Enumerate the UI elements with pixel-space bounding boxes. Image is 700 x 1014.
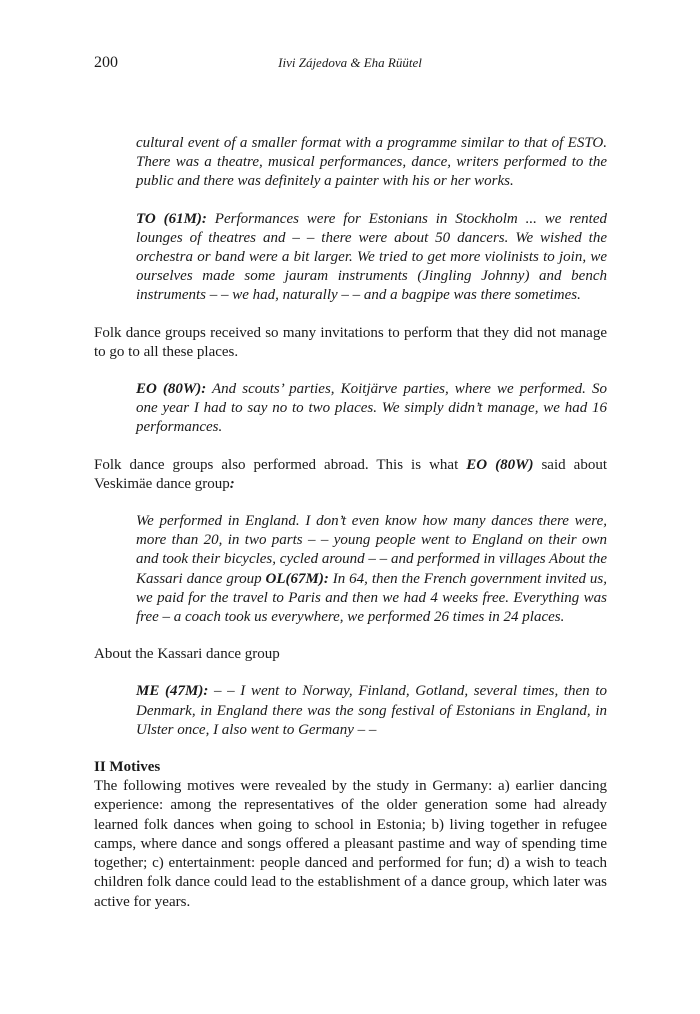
quote-esto xyxy=(136,134,607,192)
quote-me xyxy=(136,682,607,740)
section-heading: II Motives xyxy=(94,759,161,776)
colon: : xyxy=(229,475,235,492)
quote-text: cultural event of a smaller format with a programme similar to that of ESTO. There was a theatre, musical performances, dance, writers performed to the public and there was definitely a painter with his or her works. xyxy=(136,135,607,190)
speaker-label: EO (80W) xyxy=(466,456,534,473)
paragraph-text: Folk dance groups also performed abroad. This is what xyxy=(94,456,467,473)
quote-england xyxy=(136,512,607,627)
page-number: 200 xyxy=(94,54,118,71)
quote-text: We performed in England. I don’t even know how many dances there were, more than 20, in two parts – – young people went to England on their own and took their bicycles, cycled around – – and performed in villages About the Kassari dance group xyxy=(136,513,607,587)
speaker-label: ME (47M): xyxy=(136,683,209,700)
quote-eo xyxy=(136,380,607,438)
speaker-label: EO (80W): xyxy=(136,381,207,398)
speaker-label: OL(67M): xyxy=(265,570,329,587)
paragraph-motives: The following motives were revealed by the study in Germany: a) earlier dancing experience: among the representatives of the older generation some had already learned folk dances when going to school in Estonia; b) living together in refugee camps, where dance and songs offered a pleasant pastime and way of spending time together; c) entertainment: people danced and performed for fun; d) a wish to teach children folk dance could lead to the establishment of a dance group, which later was active for years. xyxy=(94,778,607,910)
paragraph-abroad xyxy=(94,456,607,494)
paragraph-invitations: Folk dance groups received so many invitations to perform that they did not manage to go to all these places. xyxy=(94,324,607,360)
paragraph-kassari: About the Kassari dance group xyxy=(94,646,280,663)
quote-to xyxy=(136,210,607,306)
running-head: Iivi Zájedova & Eha Rüütel xyxy=(278,55,422,70)
speaker-label: TO (61M): xyxy=(136,210,207,227)
quote-text: In 64, then the French government invited us, we paid for the travel to Paris and then we had 4 weeks free. Everything was free – a coach took us everywhere, we performed 26 times in 24 places. xyxy=(136,570,607,626)
quote-text: Performances were for Estonians in Stockholm ... we rented lounges of theatres and – – there were about 50 dancers. We wished the orchestra or band were a bit larger. We tried to get more violinists to join, we ourselves made some jauram instruments (Jingling Johnny) and bench instruments – – we had, naturally – – and a bagpipe was there sometimes. xyxy=(136,210,607,304)
quote-text: And scouts’ parties, Koitjärve parties, where we performed. So one year I had to say no to two places. We simply didn’t manage, we had 16 performances. xyxy=(136,381,607,436)
quote-text: – – I went to Norway, Finland, Gotland, several times, then to Denmark, in England there was the song festival of Estonians in England, in Ulster once, I also went to Germany – – xyxy=(136,683,607,738)
main-content xyxy=(94,134,607,912)
paragraph-text: said about Veskimäe dance group xyxy=(94,456,607,492)
